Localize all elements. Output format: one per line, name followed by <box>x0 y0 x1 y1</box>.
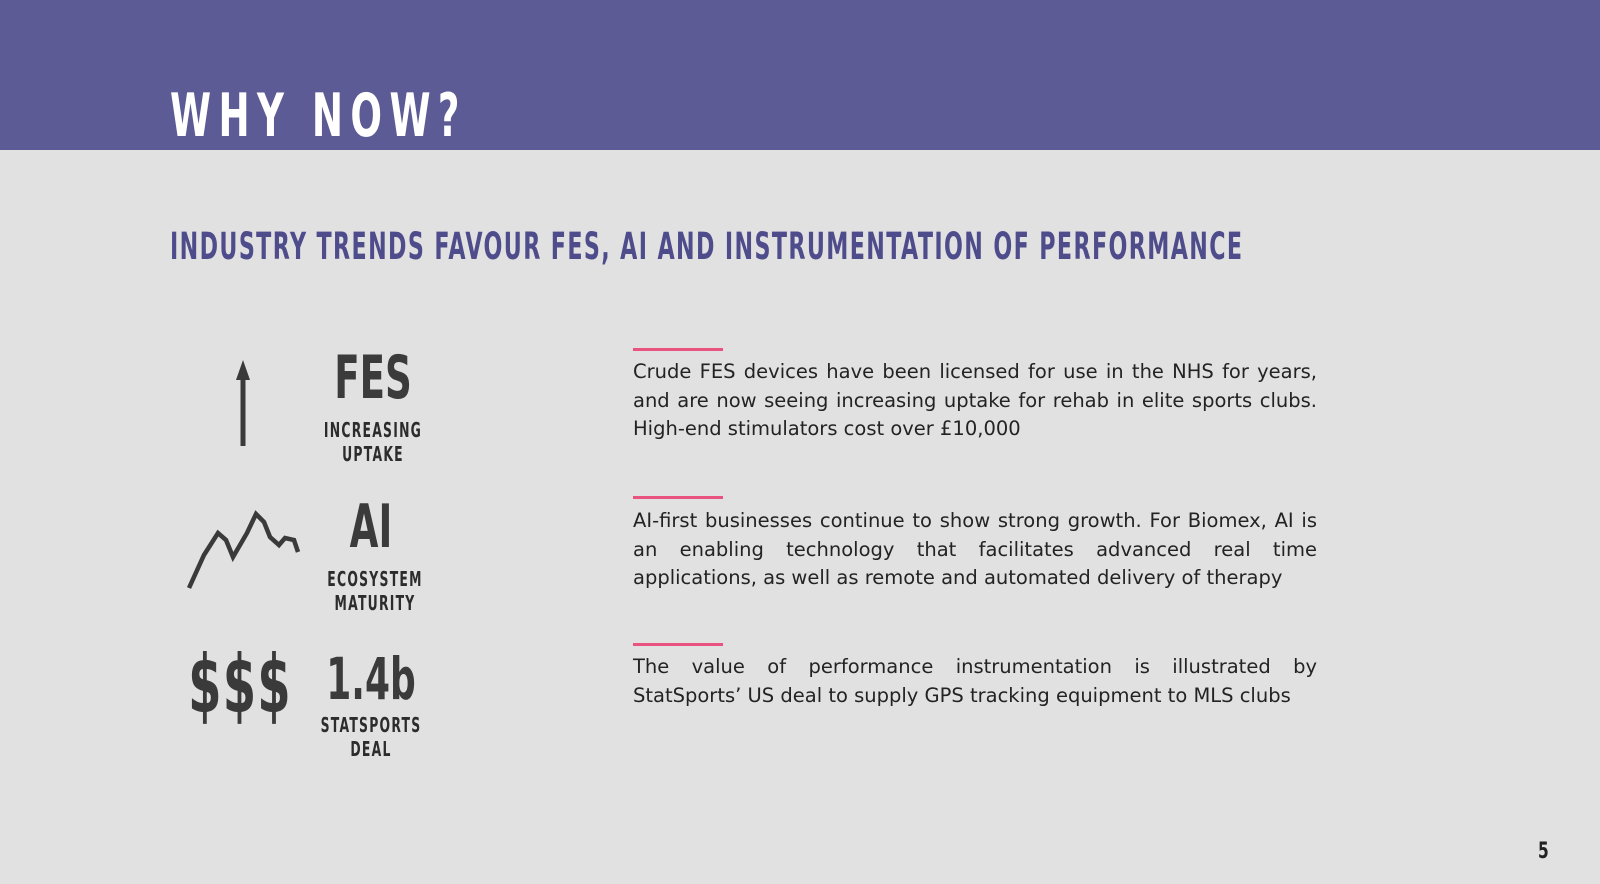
page-number: 5 <box>1538 839 1549 864</box>
slide-title: WHY NOW? <box>170 81 467 150</box>
stat-value-statsports: 1.4b <box>326 645 416 713</box>
stat-label-fes <box>311 418 435 466</box>
accent-line <box>633 496 723 499</box>
stat-label-line: UPTAKE <box>342 442 404 466</box>
up-arrow-icon <box>228 358 258 450</box>
growth-line-icon <box>182 505 304 595</box>
stat-label-line: MATURITY <box>334 591 416 615</box>
accent-line <box>633 348 723 351</box>
trend-description-statsports: The value of performance instrumentation is illustrated by StatSports’ US deal to supply GPS tracking equipment to MLS clubs <box>633 655 1317 707</box>
stat-label-line: STATSPORTS <box>320 713 422 737</box>
accent-line <box>633 643 723 646</box>
stat-label-line: ECOSYSTEM <box>327 567 423 591</box>
stat-value-ai: AI <box>349 492 393 562</box>
stat-label-line: INCREASING <box>323 418 423 442</box>
stat-label-line: DEAL <box>350 737 392 761</box>
slide-subtitle: INDUSTRY TRENDS FAVOUR FES, AI AND INSTRUMENTATION OF PERFORMANCE <box>170 225 1244 268</box>
stat-label-ai <box>313 567 437 615</box>
header-band <box>0 0 1600 150</box>
dollar-signs-icon: $$$ <box>188 638 292 731</box>
stat-label-statsports <box>309 713 433 761</box>
stat-value-fes: FES <box>334 343 412 413</box>
trend-description-ai: AI-first businesses continue to show strong growth. For Biomex, AI is an enabling technology that facilitates advanced real time applications, as well as remote and automated delivery of therapy <box>633 509 1317 589</box>
trend-description-fes: Crude FES devices have been licensed for use in the NHS for years, and are now seeing increasing uptake for rehab in elite sports clubs. High-end stimulators cost over £10,000 <box>633 360 1317 440</box>
